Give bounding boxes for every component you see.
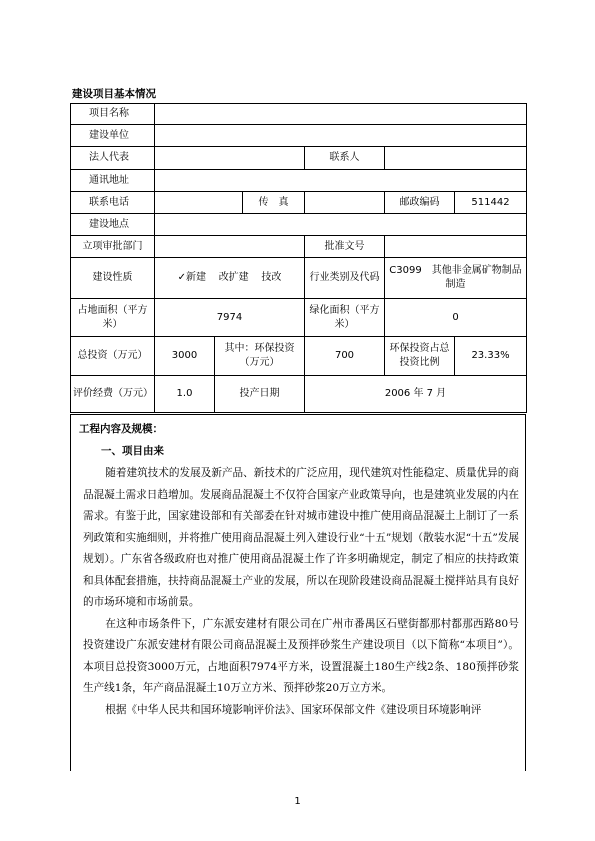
checkmark-icon: ✓ (177, 272, 186, 283)
project-info-table (70, 103, 527, 413)
area-value: 7974 (155, 299, 305, 337)
row-legal (71, 147, 527, 170)
approval-label: 立项审批部门 (71, 236, 155, 258)
row-approval (71, 236, 527, 258)
date-value: 2006 年 7 月 (305, 376, 527, 413)
row-phone (71, 192, 527, 214)
row-unit (71, 125, 527, 147)
fax-value (305, 192, 385, 214)
phone-label: 联系电话 (71, 192, 155, 214)
ratio-value: 23.33% (455, 337, 527, 376)
address-value (155, 170, 527, 192)
postcode-label: 邮政编码 (385, 192, 455, 214)
area-label: 占地面积（平方米） (71, 299, 155, 337)
approval-doc-label: 批准文号 (305, 236, 385, 258)
option-tech: 技改 (261, 272, 282, 283)
project-content-box (70, 414, 526, 771)
fee-label: 评价经费（万元） (71, 376, 155, 413)
approval-doc-value (385, 236, 527, 258)
row-area (71, 299, 527, 337)
ratio-label: 环保投资占总投资比例 (385, 337, 455, 376)
postcode-value: 511442 (455, 192, 527, 214)
nature-options (155, 258, 305, 299)
row-nature (71, 258, 527, 299)
env-invest-value: 700 (305, 337, 385, 376)
paragraph: 随着建筑技术的发展及新产品、新技术的广泛应用，现代建筑对性能稳定、质量优异的商品混凝土需求日趋增加。发展商品混凝土不仅符合国家产业政策导向，也是建筑业发展的内在需求。有鉴于此，国家建设部和有关部委在针对城市建设中推广使用商品混凝土上制订了一系列政策和实施细则，并将推广使用商品混凝土列入建设行业“十五”规划（散装水泥“十五”发展规划）。广东省各级政府也对推广使用商品混凝土作了许多明确规定，制定了相应的扶持政策和具体配套措施，扶持商品混凝土产业的发展，所以在现阶段建设商品混凝土搅拌站具有良好的市场环境和市场前景。 (83, 467, 519, 608)
unit-label: 建设单位 (71, 125, 155, 147)
option-expand: 改扩建 (218, 272, 249, 283)
section-title: 工程内容及规模： (79, 423, 163, 435)
page-heading: 建设项目基本情况 (72, 88, 156, 100)
nature-label: 建设性质 (71, 258, 155, 299)
unit-value (155, 125, 527, 147)
legal-label: 法人代表 (71, 147, 155, 170)
site-label: 建设地点 (71, 214, 155, 236)
row-address (71, 170, 527, 192)
option-new: 新建 (185, 272, 206, 283)
approval-value (155, 236, 305, 258)
contact-value (385, 147, 527, 170)
env-invest-label: 其中：环保投资（万元） (215, 337, 305, 376)
sub-title: 一、项目由来 (101, 445, 164, 457)
content-paragraphs (83, 463, 519, 721)
green-value: 0 (385, 299, 527, 337)
industry-value: C3099 其他非金属矿物制品制造 (385, 258, 527, 299)
row-site (71, 214, 527, 236)
page-number: 1 (294, 796, 301, 807)
project-name-value (155, 104, 527, 125)
industry-label: 行业类别及代码 (305, 258, 385, 299)
row-fee (71, 376, 527, 413)
paragraph: 在这种市场条件下，广东派安建材有限公司在广州市番禺区石壁街都那村都那西路80号投资建设广东派安建材有限公司商品混凝土及预拌砂浆生产建设项目（以下简称“本项目”）。本项目总投资3000万元，占地面积7974平方米，设置混凝土180生产线2条、180预拌砂浆生产线1条，年产商品混凝土10万立方米、预拌砂浆20万立方米。 (83, 617, 519, 694)
phone-value (155, 192, 243, 214)
green-label: 绿化面积（平方米） (305, 299, 385, 337)
project-name-label: 项目名称 (71, 104, 155, 125)
address-label: 通讯地址 (71, 170, 155, 192)
row-invest (71, 337, 527, 376)
site-value (155, 214, 527, 236)
date-label: 投产日期 (215, 376, 305, 413)
contact-label: 联系人 (305, 147, 385, 170)
fax-label: 传 真 (243, 192, 305, 214)
invest-value: 3000 (155, 337, 215, 376)
invest-label: 总投资（万元） (71, 337, 155, 376)
legal-value (155, 147, 305, 170)
row-project-name (71, 104, 527, 125)
paragraph: 根据《中华人民共和国环境影响评价法》、国家环保部文件《建设项目环境影响评 (105, 703, 482, 716)
fee-value: 1.0 (155, 376, 215, 413)
